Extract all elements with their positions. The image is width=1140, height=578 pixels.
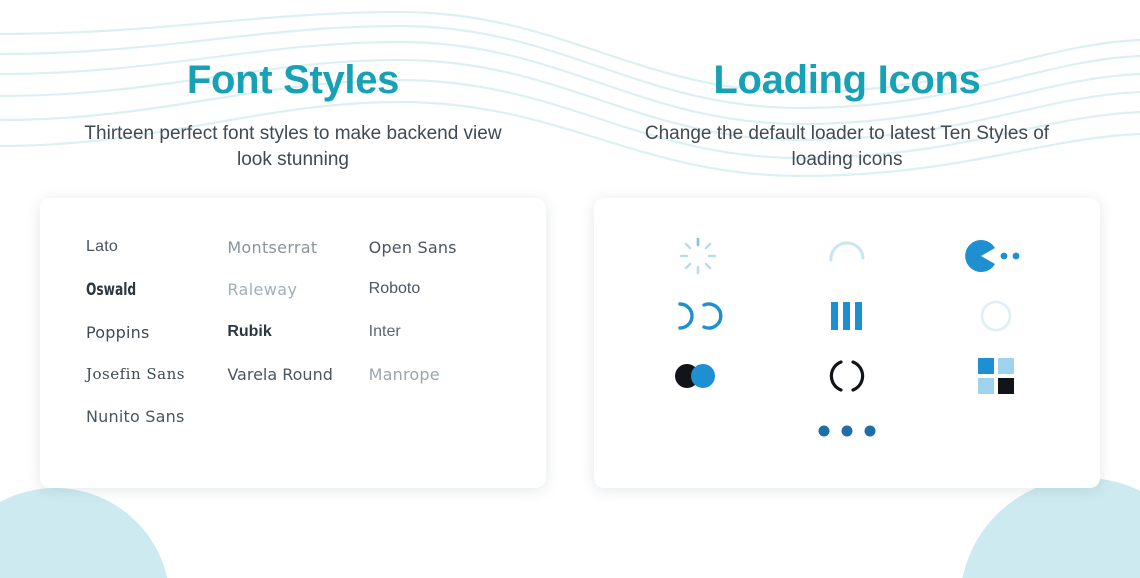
loading-icons-section bbox=[584, 0, 1110, 488]
three-dots-icon bbox=[816, 423, 878, 439]
loader-cell[interactable] bbox=[827, 356, 867, 396]
font-item[interactable]: Raleway bbox=[227, 280, 298, 300]
circle-pill-icon bbox=[673, 361, 723, 391]
arc-spinner-icon bbox=[825, 234, 869, 278]
font-item[interactable]: Poppins bbox=[86, 323, 150, 343]
loading-icons-card bbox=[594, 198, 1100, 488]
loader-cell[interactable] bbox=[827, 300, 867, 332]
font-item[interactable]: Rubik bbox=[227, 323, 272, 341]
loader-cell[interactable] bbox=[825, 234, 869, 278]
loader-cell[interactable] bbox=[978, 298, 1014, 334]
loader-cell[interactable] bbox=[678, 236, 718, 276]
font-item[interactable]: Oswald bbox=[86, 280, 137, 301]
loader-cell[interactable] bbox=[673, 361, 723, 391]
blob-decoration-left bbox=[0, 488, 170, 578]
font-styles-section bbox=[30, 0, 556, 488]
bars-icon bbox=[827, 300, 867, 332]
dual-arc-icon bbox=[672, 298, 724, 334]
broken-ring-icon bbox=[827, 356, 867, 396]
loader-cell[interactable] bbox=[964, 239, 1028, 273]
font-styles-subtitle: Thirteen perfect font styles to make backend view look stunning bbox=[84, 123, 502, 170]
font-item[interactable]: Lato bbox=[86, 238, 118, 256]
blob-decoration-right bbox=[960, 478, 1140, 578]
font-item[interactable]: Josefin Sans bbox=[86, 365, 185, 384]
font-list bbox=[86, 238, 500, 426]
loading-icons-title: Loading Icons bbox=[713, 58, 981, 102]
grid-blocks-icon bbox=[975, 355, 1017, 397]
spinner-dashes-icon bbox=[678, 236, 718, 276]
font-item[interactable]: Nunito Sans bbox=[86, 407, 185, 427]
font-item[interactable]: Montserrat bbox=[227, 238, 318, 258]
ring-outline-icon bbox=[978, 298, 1014, 334]
font-item[interactable]: Roboto bbox=[368, 280, 421, 298]
loader-cell[interactable] bbox=[975, 355, 1017, 397]
font-item[interactable]: Varela Round bbox=[227, 365, 333, 385]
loader-cell[interactable] bbox=[624, 406, 1070, 456]
pacman-dots-icon bbox=[964, 239, 1028, 273]
loading-icons-subtitle: Change the default loader to latest Ten Styles of loading icons bbox=[644, 123, 1050, 170]
font-styles-card bbox=[40, 198, 546, 488]
font-item[interactable]: Manrope bbox=[368, 365, 440, 385]
font-item[interactable]: Inter bbox=[368, 323, 401, 341]
font-item[interactable]: Open Sans bbox=[368, 238, 457, 258]
loader-grid bbox=[624, 226, 1070, 406]
font-styles-title: Font Styles bbox=[186, 58, 400, 102]
loader-cell[interactable] bbox=[672, 298, 724, 334]
